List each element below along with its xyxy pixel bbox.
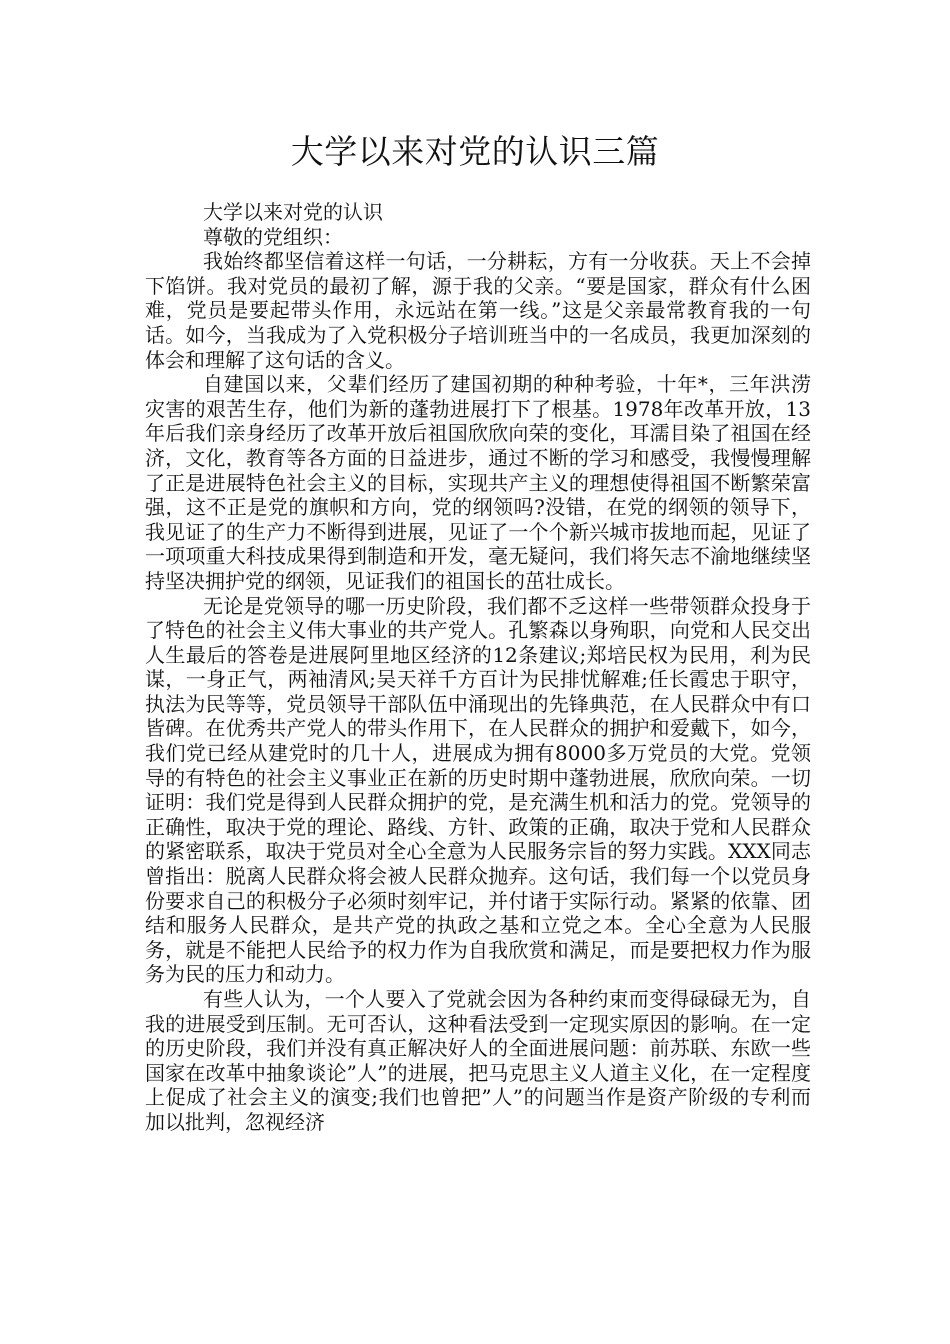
paragraph-1: 我始终都坚信着这样一句话，一分耕耘，方有一分收获。天上不会掉下馅饼。我对党员的最初了解，源于我的父亲。“要是国家，群众有什么困难，党员是要起带头作用，永远站在第一线。”这是父亲最常教育我的一句话。如今，当我成为了入党积极分子培训班当中的一名成员，我更加深刻的体会和理解了这句话的含义。 — [145, 249, 811, 372]
document-body — [145, 200, 811, 1135]
paragraph-3: 无论是党领导的哪一历史阶段，我们都不乏这样一些带领群众投身于了特色的社会主义伟大事业的共产党人。孔繁森以身殉职，向党和人民交出人生最后的答卷是进展阿里地区经济的12条建议;郑培民权为民用，利为民谋，一身正气，两袖清风;吴天祥千方百计为民排忧解难;任长霞忠于职守，执法为民等等，党员领导干部队伍中涌现出的先锋典范，在人民群众中有口皆碑。在优秀共产党人的带头作用下，在人民群众的拥护和爱戴下，如今，我们党已经从建党时的几十人，进展成为拥有8000多万党员的大党。党领导的有特色的社会主义事业正在新的历史时期中蓬勃进展，欣欣向荣。一切证明：我们党是得到人民群众拥护的党，是充满生机和活力的党。党领导的正确性，取决于党的理论、路线、方针、政策的正确，取决于党和人民群众的紧密联系，取决于党员对全心全意为人民服务宗旨的努力实践。XXX同志曾指出：脱离人民群众将会被人民群众抛弃。这句话，我们每一个以党员身份要求自己的积极分子必须时刻牢记，并付诸于实际行动。紧紧的依靠、团结和服务人民群众，是共产党的执政之基和立党之本。全心全意为人民服务，就是不能把人民给予的权力作为自我欣赏和满足，而是要把权力作为服务为民的压力和动力。 — [145, 593, 811, 987]
document-title: 大学以来对党的认识三篇 — [290, 132, 660, 171]
document-subtitle: 大学以来对党的认识 — [203, 200, 383, 224]
paragraph-2: 自建国以来，父辈们经历了建国初期的种种考验，十年*，三年洪涝灾害的艰苦生存，他们为新的蓬勃进展打下了根基。1978年改革开放，13年后我们亲身经历了改革开放后祖国欣欣向荣的变化，耳濡目染了祖国在经济，文化，教育等各方面的日益进步，通过不断的学习和感受，我慢慢理解了正是进展特色社会主义的目标，实现共产主义的理想使得祖国不断繁荣富强，这不正是党的旗帜和方向，党的纲领吗?没错，在党的纲领的领导下，我见证了的生产力不断得到进展，见证了一个个新兴城市拔地而起，见证了一项项重大科技成果得到制造和开发，毫无疑问，我们将矢志不渝地继续坚持坚决拥护党的纲领，见证我们的祖国长的茁壮成长。 — [145, 372, 811, 593]
paragraph-4: 有些人认为，一个人要入了党就会因为各种约束而变得碌碌无为，自我的进展受到压制。无可否认，这种看法受到一定现实原因的影响。在一定的历史阶段，我们并没有真正解决好人的全面进展问题：前苏联、东欧一些国家在改革中抽象谈论”人”的进展，把马克思主义人道主义化，在一定程度上促成了社会主义的演变;我们也曾把”人”的问题当作是资产阶级的专利而加以批判，忽视经济 — [145, 987, 811, 1134]
salutation: 尊敬的党组织： — [203, 224, 343, 249]
